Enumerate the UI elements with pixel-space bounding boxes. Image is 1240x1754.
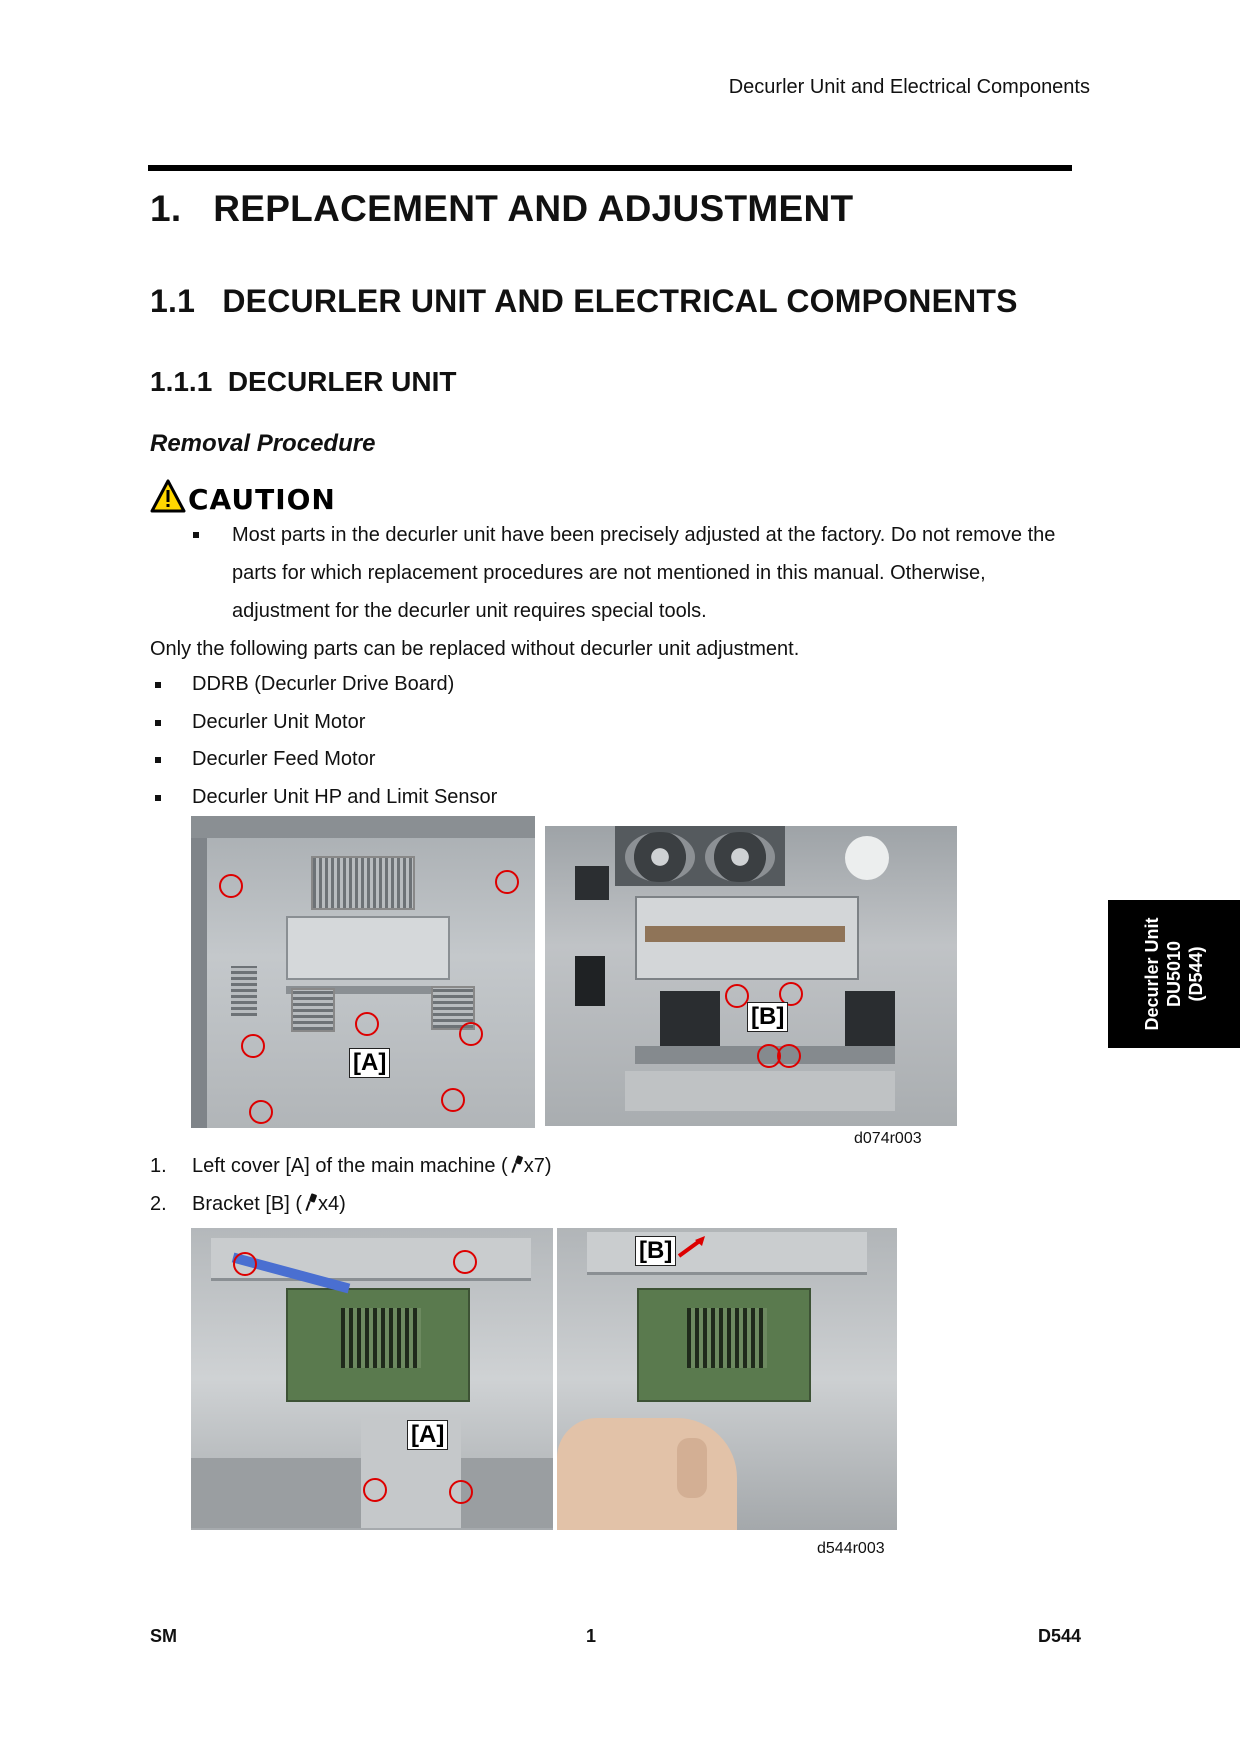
side-tab-text: Decurler Unit DU5010 (D544): [1142, 917, 1206, 1031]
arrow-icon: [675, 1234, 709, 1260]
chapter-heading: 1. REPLACEMENT AND ADJUSTMENT: [150, 188, 854, 229]
screw-marker: [453, 1250, 477, 1274]
step-item: 2. Bracket [B] ( x4): [150, 1192, 346, 1215]
bullet-icon: [155, 682, 161, 688]
screw-marker: [725, 984, 749, 1008]
figure1-right-photo: [545, 826, 957, 1126]
bullet-icon: [155, 757, 161, 763]
bullet-icon: [155, 795, 161, 801]
screw-marker: [219, 874, 243, 898]
screw-marker: [441, 1088, 465, 1112]
figure2-left-photo: [191, 1228, 553, 1530]
caution-list: [190, 516, 1080, 630]
screwdriver-icon: [508, 1155, 524, 1175]
label-a: [A]: [407, 1420, 448, 1450]
label-b: [B]: [747, 1002, 788, 1032]
bullet-icon: [155, 720, 161, 726]
figure2-id: d544r003: [817, 1540, 885, 1557]
caution-label: [150, 478, 342, 514]
parts-list: [150, 666, 497, 816]
subsection-heading: 1.1.1 DECURLER UNIT: [150, 366, 457, 397]
bullet-icon: [193, 532, 199, 538]
label-b: [B]: [635, 1236, 676, 1266]
procedure-heading: Removal Procedure: [150, 430, 376, 457]
list-item: Decurler Unit Motor: [150, 704, 497, 742]
list-item: Decurler Feed Motor: [150, 741, 497, 779]
screw-marker: [777, 1044, 801, 1068]
footer-left: SM: [150, 1626, 177, 1646]
caution-text: CAUTION: [188, 483, 336, 514]
running-header: Decurler Unit and Electrical Components: [728, 76, 1090, 98]
figure1-left-photo: [191, 816, 535, 1128]
screw-marker: [233, 1252, 257, 1276]
step-list: [150, 1148, 552, 1223]
screwdriver-icon: [302, 1193, 318, 1213]
section-heading: 1.1 DECURLER UNIT AND ELECTRICAL COMPONENTS: [150, 283, 1018, 319]
page-number: 1: [586, 1626, 597, 1646]
figure1-id: d074r003: [854, 1130, 922, 1147]
list-item: Decurler Unit HP and Limit Sensor: [150, 779, 497, 817]
figure2-right-photo: [557, 1228, 897, 1530]
footer-right: D544: [1038, 1626, 1082, 1646]
screw-marker: [363, 1478, 387, 1502]
screw-marker: [241, 1034, 265, 1058]
label-a: [A]: [349, 1048, 390, 1078]
screw-marker: [355, 1012, 379, 1036]
screw-marker: [249, 1100, 273, 1124]
screw-marker: [449, 1480, 473, 1504]
list-item: DDRB (Decurler Drive Board): [150, 666, 497, 704]
screw-marker: [495, 870, 519, 894]
step-item: 1. Left cover [A] of the main machine ( x7): [150, 1155, 552, 1177]
header-rule: [148, 165, 1072, 171]
screw-marker: [459, 1022, 483, 1046]
caution-item: Most parts in the decurler unit have been precisely adjusted at the factory. Do not remove the parts for which replacement procedures are not mentioned in this manual. Otherwise, adjustment for the decurler unit requires special tools.: [190, 516, 1080, 630]
side-tab: [1108, 900, 1240, 1048]
intro-paragraph: Only the following parts can be replaced without decurler unit adjustment.: [150, 638, 800, 660]
